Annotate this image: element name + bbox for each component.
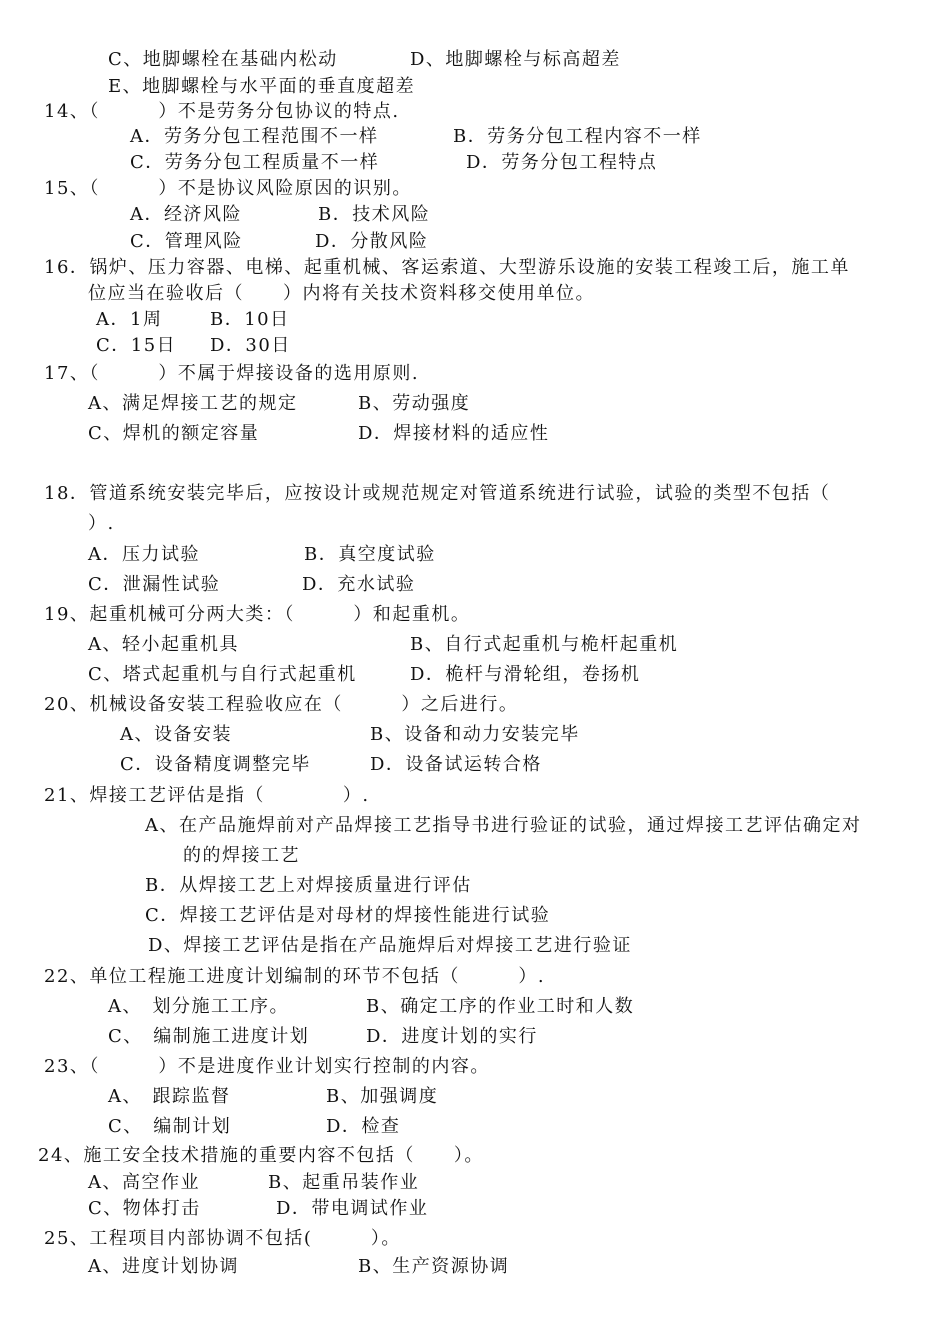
text-line-q16ab: A．1周 [96, 309, 163, 330]
text-line-q21d: D、焊接工艺评估是指在产品施焊后对焊接工艺进行验证 [148, 935, 632, 956]
text-line-q20ab-right: B、设备和动力安装完毕 [370, 724, 580, 745]
text-line-q25ab: A、进度计划协调 [88, 1256, 239, 1277]
text-line-q15cd: C．管理风险 [130, 231, 243, 252]
text-line-q18ab: A．压力试验 [88, 544, 200, 565]
text-line-q17cd-right: D．焊接材料的适应性 [358, 423, 550, 444]
text-line-q16cd-right: D．30日 [210, 335, 291, 356]
text-line-q23ab: A、 跟踪监督 [108, 1086, 231, 1107]
text-line-q20cd: C．设备精度调整完毕 [120, 754, 311, 775]
text-line-q15: 15、（ ）不是协议风险原因的识别。 [44, 178, 412, 199]
text-line-q19: 19、起重机械可分两大类：（ ）和起重机。 [44, 604, 471, 625]
text-line-q14cd: C．劳务分包工程质量不一样 [130, 152, 380, 173]
text-line-q21b: B．从焊接工艺上对焊接质量进行评估 [145, 875, 472, 896]
text-line-q24ab-right: B、起重吊装作业 [268, 1172, 420, 1193]
text-line-q22: 22、单位工程施工进度计划编制的环节不包括（ ）. [44, 966, 546, 987]
text-line-q24: 24、施工安全技术措施的重要内容不包括（ ）。 [38, 1145, 484, 1166]
text-line-q18ab-right: B．真空度试验 [304, 544, 436, 565]
text-line-l1-right: D、地脚螺栓与标高超差 [410, 49, 621, 70]
text-line-q21: 21、焊接工艺评估是指（ ）. [44, 785, 370, 806]
text-line-q21a: A、在产品施焊前对产品焊接工艺指导书进行验证的试验，通过焊接工艺评估确定对 [145, 815, 862, 836]
text-line-q15cd-right: D．分散风险 [315, 231, 429, 252]
text-line-l2: E、地脚螺栓与水平面的垂直度超差 [108, 76, 416, 97]
text-line-q18cd: C．泄漏性试验 [88, 574, 221, 595]
text-line-q19cd-right: D．桅杆与滑轮组，卷扬机 [410, 664, 641, 685]
text-line-q17ab-right: B、劳动强度 [358, 393, 471, 414]
text-line-q23cd-right: D．检查 [326, 1116, 401, 1137]
text-line-q19ab: A、轻小起重机具 [88, 634, 239, 655]
text-line-q16cd: C．15日 [96, 335, 177, 356]
text-line-q19cd: C、塔式起重机与自行式起重机 [88, 664, 357, 685]
text-line-q22cd: C、 编制施工进度计划 [108, 1026, 310, 1047]
text-line-q20cd-right: D．设备试运转合格 [370, 754, 542, 775]
text-line-q17ab: A、满足焊接工艺的规定 [88, 393, 298, 414]
text-line-q16: 16．锅炉、压力容器、电梯、起重机械、客运索道、大型游乐设施的安装工程竣工后，施工单 [44, 257, 850, 278]
text-line-q18b: ）. [88, 513, 115, 534]
text-line-q15ab-right: B．技术风险 [318, 204, 431, 225]
text-line-q14ab-right: B．劳务分包工程内容不一样 [453, 126, 702, 147]
text-line-q15ab: A．经济风险 [130, 204, 242, 225]
text-line-q17cd: C、焊机的额定容量 [88, 423, 260, 444]
text-line-q23: 23、（ ）不是进度作业计划实行控制的内容。 [44, 1056, 490, 1077]
text-line-q14: 14、（ ）不是劳务分包协议的特点. [44, 101, 400, 122]
text-line-q18cd-right: D．充水试验 [302, 574, 416, 595]
text-line-q21a2: 的的焊接工艺 [183, 845, 300, 866]
text-line-q16ab-right: B．10日 [210, 309, 290, 330]
text-line-q20ab: A、设备安装 [120, 724, 232, 745]
text-line-q23ab-right: B、加强调度 [326, 1086, 439, 1107]
text-line-l1: C、地脚螺栓在基础内松动 [108, 49, 338, 70]
text-line-q25: 25、工程项目内部协调不包括( ）。 [44, 1228, 401, 1249]
text-line-q22ab: A、 划分施工工序。 [108, 996, 289, 1017]
text-line-q25ab-right: B、生产资源协调 [358, 1256, 510, 1277]
text-line-q19ab-right: B、自行式起重机与桅杆起重机 [410, 634, 679, 655]
text-line-q14ab: A．劳务分包工程范围不一样 [130, 126, 379, 147]
text-line-q14cd-right: D．劳务分包工程特点 [466, 152, 658, 173]
text-line-q22cd-right: D．进度计划的实行 [366, 1026, 538, 1047]
text-line-q18: 18．管道系统安装完毕后，应按设计或规范规定对管道系统进行试验，试验的类型不包括（ [44, 483, 831, 504]
text-line-q21c: C．焊接工艺评估是对母材的焊接性能进行试验 [145, 905, 551, 926]
text-line-q24cd: C、物体打击 [88, 1198, 201, 1219]
text-line-q22ab-right: B、确定工序的作业工时和人数 [366, 996, 635, 1017]
text-line-q17: 17、（ ）不属于焊接设备的选用原则. [44, 363, 420, 384]
text-line-q16b: 位应当在验收后（ ）内将有关技术资料移交使用单位。 [88, 283, 595, 304]
text-line-q24ab: A、高空作业 [88, 1172, 200, 1193]
text-line-q24cd-right: D．带电调试作业 [276, 1198, 429, 1219]
text-line-q20: 20、机械设备安装工程验收应在（ ）之后进行。 [44, 694, 519, 715]
text-line-q23cd: C、 编制计划 [108, 1116, 232, 1137]
